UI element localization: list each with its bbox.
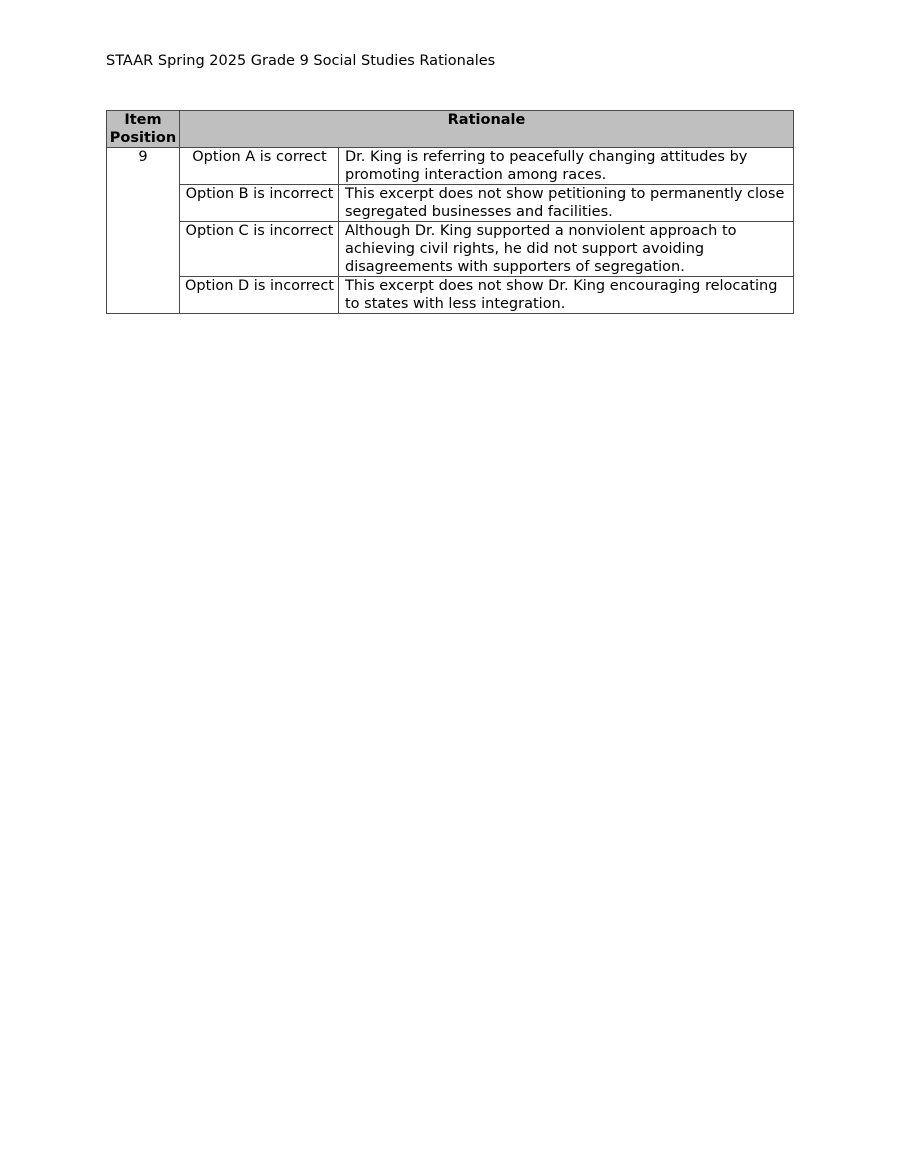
option-a-label: Option A is correct (180, 148, 339, 185)
rationale-header: Rationale (180, 111, 794, 148)
option-d-label: Option D is incorrect (180, 277, 339, 314)
page-header: STAAR Spring 2025 Grade 9 Social Studies Rationales (106, 53, 496, 69)
item-position-cell: 9 (107, 148, 180, 314)
table-row (107, 277, 794, 314)
option-d-rationale: This excerpt does not show Dr. King encouraging relocating to states with less integration. (339, 277, 794, 314)
option-a-rationale: Dr. King is referring to peacefully changing attitudes by promoting interaction among races. (339, 148, 794, 185)
table-header-row (107, 111, 794, 148)
table-row (107, 148, 794, 185)
table-row (107, 222, 794, 277)
option-c-label: Option C is incorrect (180, 222, 339, 277)
item-position-header: Item Position (107, 111, 180, 148)
option-c-rationale: Although Dr. King supported a nonviolent approach to achieving civil rights, he did not support avoiding disagreements with supporters of segregation. (339, 222, 794, 277)
table-row (107, 185, 794, 222)
option-b-rationale: This excerpt does not show petitioning to permanently close segregated businesses and facilities. (339, 185, 794, 222)
option-b-label: Option B is incorrect (180, 185, 339, 222)
rationale-table (106, 110, 794, 314)
